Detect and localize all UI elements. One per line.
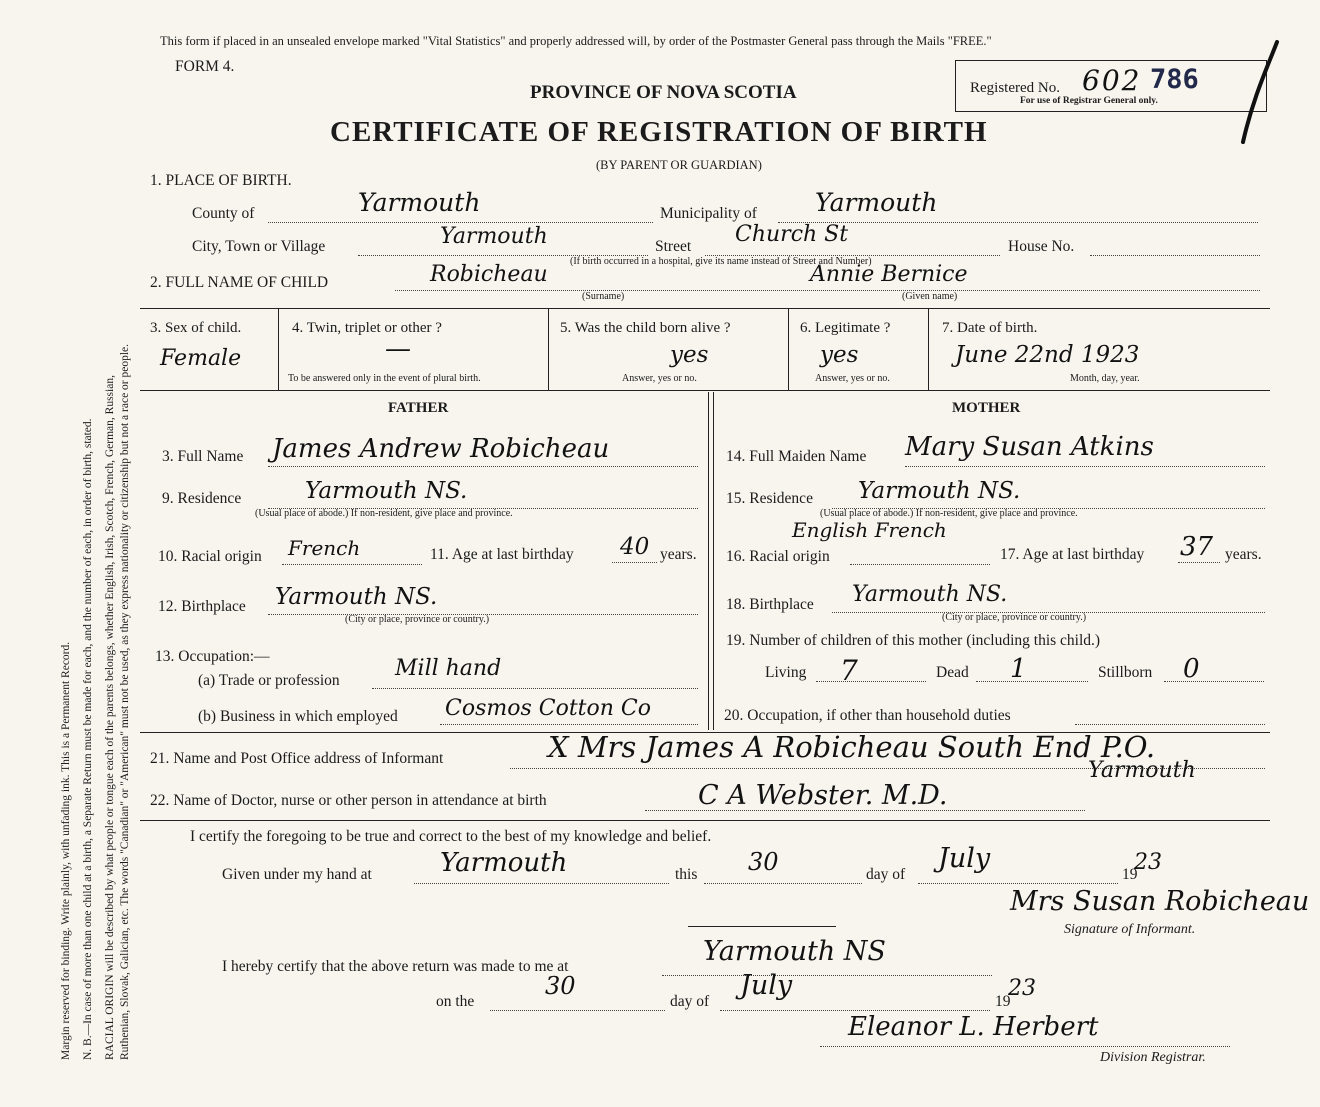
house-number-label: House No. — [1008, 238, 1075, 255]
on-the-label: on the — [436, 993, 475, 1010]
mother-residence-note: (Usual place of abode.) If non-resident, give place and province. — [820, 508, 1078, 519]
place-of-birth-heading: 1. PLACE OF BIRTH. — [150, 172, 292, 189]
mother-racial-origin-label: 16. Racial origin — [726, 548, 830, 565]
county-value: Yarmouth — [358, 188, 481, 217]
registrar-dayof-label: day of — [670, 993, 710, 1010]
certificate-subtitle: (BY PARENT OR GUARDIAN) — [596, 158, 762, 172]
margin-note-2: N. B.—In case of more than one child at a birth, a Separate Return must be made for each, and the number of each, in order of birth, stated. — [82, 418, 94, 1060]
street-label: Street — [655, 238, 692, 255]
registered-no-stamped: 786 — [1150, 64, 1199, 95]
certification-statement: I certify the foregoing to be true and correct to the best of my knowledge and belief. — [190, 828, 712, 845]
registrar-caption: Division Registrar. — [1100, 1050, 1206, 1065]
born-alive-note: Answer, yes or no. — [622, 373, 697, 384]
legitimate-label: 6. Legitimate ? — [800, 320, 891, 336]
twin-note: To be answered only in the event of plural birth. — [288, 373, 481, 384]
father-residence-value: Yarmouth NS. — [305, 478, 468, 504]
dob-note: Month, day, year. — [1070, 373, 1140, 384]
father-years-label: years. — [660, 546, 697, 563]
city-value: Yarmouth — [440, 224, 548, 249]
mother-name-label: 14. Full Maiden Name — [726, 448, 867, 465]
father-name-label: 3. Full Name — [162, 448, 244, 465]
given-name-caption: (Given name) — [902, 291, 958, 302]
mother-age-value: 37 — [1180, 532, 1214, 562]
registrar-month-value: July — [740, 970, 793, 1001]
father-occupation-label: 13. Occupation:— — [155, 648, 270, 665]
informant-label: 21. Name and Post Office address of Informant — [150, 750, 444, 767]
surname-caption: (Surname) — [582, 291, 625, 302]
mother-birthplace-value: Yarmouth NS. — [852, 582, 1008, 607]
dead-value: 1 — [1010, 654, 1027, 684]
registrar-signature: Eleanor L. Herbert — [848, 1012, 1099, 1042]
father-birthplace-note: (City or place, province or country.) — [345, 614, 490, 625]
legitimate-value: yes — [820, 342, 859, 368]
father-name-value: James Andrew Robicheau — [272, 434, 610, 464]
doctor-value: C A Webster. M.D. — [698, 780, 948, 811]
business-label: (b) Business in which employed — [198, 708, 398, 725]
sex-value: Female — [160, 346, 242, 371]
informant-signature: Mrs Susan Robicheau — [1010, 886, 1310, 917]
county-label: County of — [192, 205, 255, 222]
dob-label: 7. Date of birth. — [942, 320, 1038, 336]
registrar-statement: I hereby certify that the above return was made to me at — [222, 958, 569, 975]
certify-year-value: 23 — [1134, 850, 1162, 875]
trade-value: Mill hand — [395, 656, 502, 681]
registrar-year-prefix: 19 — [995, 993, 1011, 1010]
registrar-year-value: 23 — [1008, 976, 1036, 1001]
mother-heading: MOTHER — [952, 400, 1021, 416]
mother-racial-origin-value: English French — [792, 518, 947, 542]
father-racial-origin-label: 10. Racial origin — [158, 548, 262, 565]
child-name-label: 2. FULL NAME OF CHILD — [150, 274, 329, 291]
living-label: Living — [765, 664, 807, 681]
registered-no-printed: 602 — [1082, 64, 1142, 97]
father-residence-note: (Usual place of abode.) If non-resident, give place and province. — [255, 508, 513, 519]
certificate-title: CERTIFICATE OF REGISTRATION OF BIRTH — [330, 116, 988, 148]
margin-note-4: Ruthenian, Slovak, Galician, etc. The words "Canadian" or "American" must not be used, as they express nationality or citizenship but not a race or people. — [119, 343, 131, 1060]
certify-day-value: 30 — [748, 848, 779, 876]
informant-value: X Mrs James A Robicheau South End P.O. — [548, 730, 1156, 764]
father-birthplace-label: 12. Birthplace — [158, 598, 246, 615]
father-age-value: 40 — [620, 534, 650, 560]
postal-notice: This form if placed in an unsealed envelope marked "Vital Statistics" and properly addressed will, by order of the Postmaster General pass through the Mails "FREE." — [160, 34, 992, 48]
living-value: 7 — [840, 654, 858, 687]
informant-signature-caption: Signature of Informant. — [1064, 922, 1196, 937]
certify-place-value: Yarmouth — [440, 848, 568, 878]
born-alive-value: yes — [670, 342, 709, 368]
trade-label: (a) Trade or profession — [198, 672, 340, 689]
municipality-label: Municipality of — [660, 205, 757, 222]
child-surname: Robicheau — [430, 262, 548, 287]
mother-age-label: 17. Age at last birthday — [1000, 546, 1145, 563]
legitimate-note: Answer, yes or no. — [815, 373, 890, 384]
twin-value: — — [385, 334, 411, 364]
margin-note-1: Margin reserved for binding. Write plainly, with unfading ink. This is a Permanent Record. — [60, 641, 72, 1060]
mother-birthplace-note: (City or place, province or country.) — [942, 612, 1087, 623]
born-alive-label: 5. Was the child born alive ? — [560, 320, 731, 336]
registered-no-label: Registered No. — [970, 80, 1060, 96]
father-birthplace-value: Yarmouth NS. — [275, 584, 438, 610]
this-label: this — [675, 866, 698, 883]
twin-label: 4. Twin, triplet or other ? — [292, 320, 442, 336]
province-heading: PROVINCE OF NOVA SCOTIA — [530, 82, 797, 103]
stillborn-value: 0 — [1183, 654, 1200, 684]
registrar-place-value: Yarmouth NS — [703, 936, 886, 967]
check-mark-icon — [1225, 38, 1285, 148]
father-racial-origin-value: French — [288, 536, 361, 560]
given-under-hand-label: Given under my hand at — [222, 866, 372, 883]
mother-residence-value: Yarmouth NS. — [858, 478, 1021, 504]
father-age-label: 11. Age at last birthday — [430, 546, 574, 563]
mother-name-value: Mary Susan Atkins — [905, 432, 1154, 462]
mother-residence-label: 15. Residence — [726, 490, 813, 507]
informant-value-line2: Yarmouth — [1088, 758, 1196, 783]
dead-label: Dead — [936, 664, 969, 681]
margin-note-3: RACIAL ORIGIN will be described by what people or tongue each of the parents belongs, whether English, Irish, Scotch, French, German, Russian, — [104, 375, 116, 1060]
form-number: FORM 4. — [175, 58, 235, 75]
children-count-label: 19. Number of children of this mother (including this child.) — [726, 632, 1101, 649]
certify-year-prefix: 19 — [1122, 866, 1138, 883]
child-given-name: Annie Bernice — [810, 262, 968, 287]
doctor-label: 22. Name of Doctor, nurse or other person in attendance at birth — [150, 792, 547, 809]
dob-value: June 22nd 1923 — [955, 342, 1140, 368]
father-residence-label: 9. Residence — [162, 490, 242, 507]
hospital-note: (If birth occurred in a hospital, give its name instead of Street and Number) — [570, 256, 872, 267]
mother-years-label: years. — [1225, 546, 1262, 563]
mother-birthplace-label: 18. Birthplace — [726, 596, 814, 613]
registrar-day-value: 30 — [545, 972, 576, 1000]
municipality-value: Yarmouth — [815, 188, 938, 217]
mother-occupation-label: 20. Occupation, if other than household duties — [724, 707, 1011, 724]
stillborn-label: Stillborn — [1098, 664, 1153, 681]
city-label: City, Town or Village — [192, 238, 326, 255]
certify-dayof-label: day of — [866, 866, 906, 883]
registrar-note: For use of Registrar General only. — [1020, 96, 1158, 106]
certify-month-value: July — [938, 843, 991, 874]
street-value: Church St — [735, 222, 849, 247]
business-value: Cosmos Cotton Co — [445, 696, 652, 721]
father-heading: FATHER — [388, 400, 449, 416]
sex-label: 3. Sex of child. — [150, 320, 242, 336]
